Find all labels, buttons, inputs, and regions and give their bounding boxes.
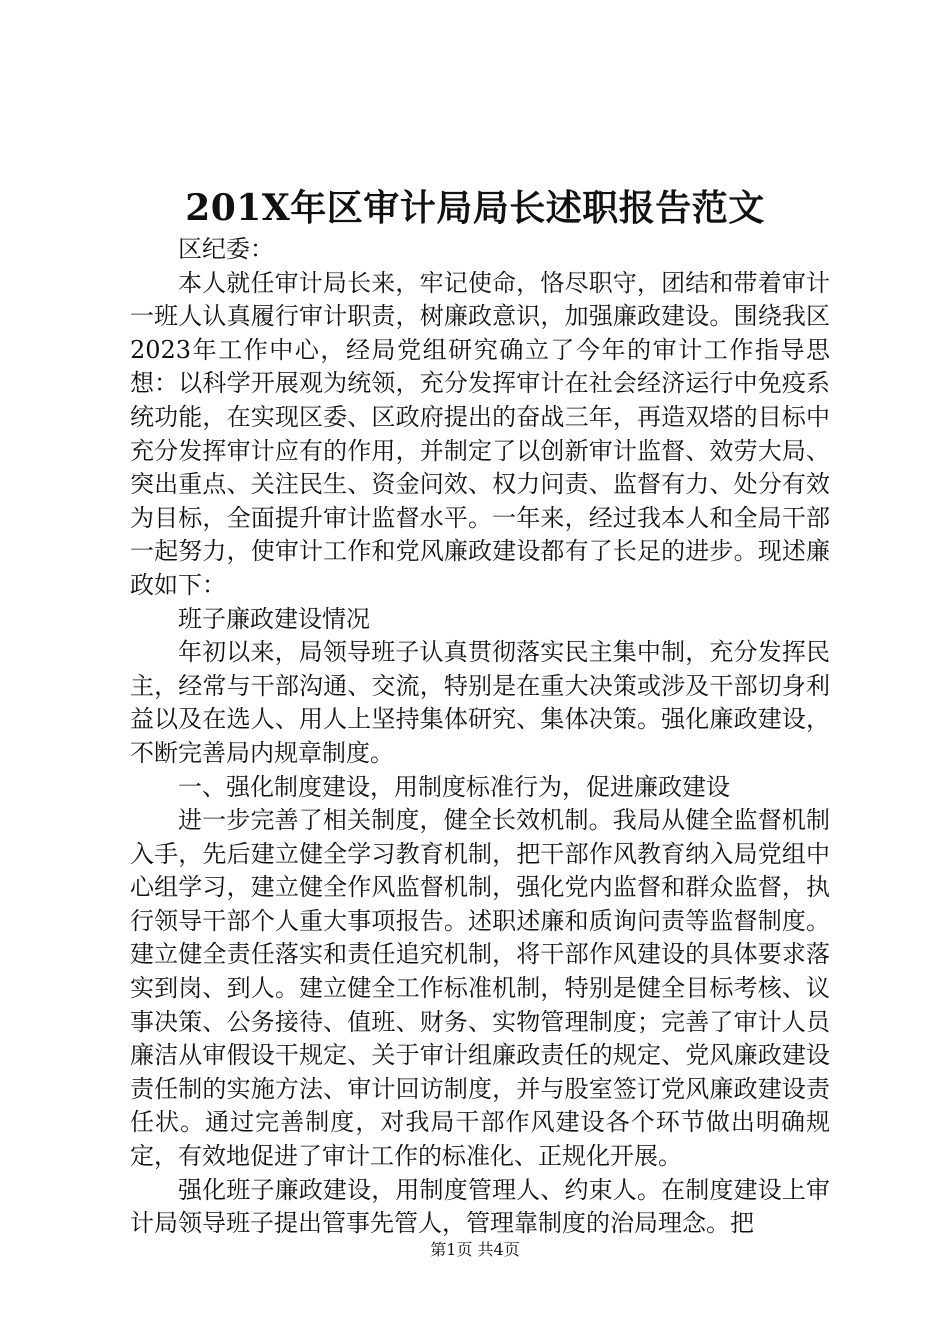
paragraph: 进一步完善了相关制度，健全长效机制。我局从健全监督机制入手，先后建立健全学习教育机制，把干部作风教育纳入局党组中心组学习，建立健全作风监督机制，强化党内监督和群众监督，执行领导干部个人重大事项报告。述职述廉和质询问责等监督制度。建立健全责任落实和责任追究机制，将干部作风建设的具体要求落实到岗、到人。建立健全工作标准机制，特别是健全目标考核、议事决策、公务接待、值班、财务、实物管理制度；完善了审计人员廉洁从审假设干规定、关于审计组廉政责任的规定、党风廉政建设责任制的实施方法、审计回访制度，并与股室签订党风廉政建设责任状。通过完善制度，对我局干部作风建设各个环节做出明确规定，有效地促进了审计工作的标准化、正规化开展。 [130,806,830,1171]
document-title: 201X年区审计局局长述职报告范文 [185,187,765,229]
paragraph: 年初以来，局领导班子认真贯彻落实民主集中制，充分发挥民主，经常与干部沟通、交流，特别是在重大决策或涉及干部切身利益以及在选人、用人上坚持集体研究、集体决策。强化廉政建设，不断完善局内规章制度。 [130,638,830,767]
document-body [130,233,830,1241]
section-heading: 一、强化制度建设，用制度标准行为，促进廉政建设 [178,772,730,801]
salutation: 区纪委： [178,235,274,263]
paragraph: 强化班子廉政建设，用制度管理人、约束人。在制度建设上审计局领导班子提出管事先管人，管理靠制度的治局理念。把 [130,1175,830,1238]
section-heading: 班子廉政建设情况 [178,604,370,633]
page-number-footer: 第1页 共4页 [430,1240,520,1259]
paragraph-intro: 本人就任审计局长来，牢记使命，恪尽职守，团结和带着审计一班人认真履行审计职责，树廉政意识，加强廉政建设。围绕我区2023年工作中心，经局党组研究确立了今年的审计工作指导思想：以科学开展观为统领，充分发挥审计在社会经济运行中免疫系统功能，在实现区委、区政府提出的奋战三年，再造双塔的目标中充分发挥审计应有的作用，并制定了以创新审计监督、效劳大局、突出重点、关注民生、资金问效、权力问责、监督有力、处分有效为目标，全面提升审计监督水平。一年来，经过我本人和全局干部一起努力，使审计工作和党风廉政建设都有了长足的进步。现述廉政如下： [130,268,830,599]
